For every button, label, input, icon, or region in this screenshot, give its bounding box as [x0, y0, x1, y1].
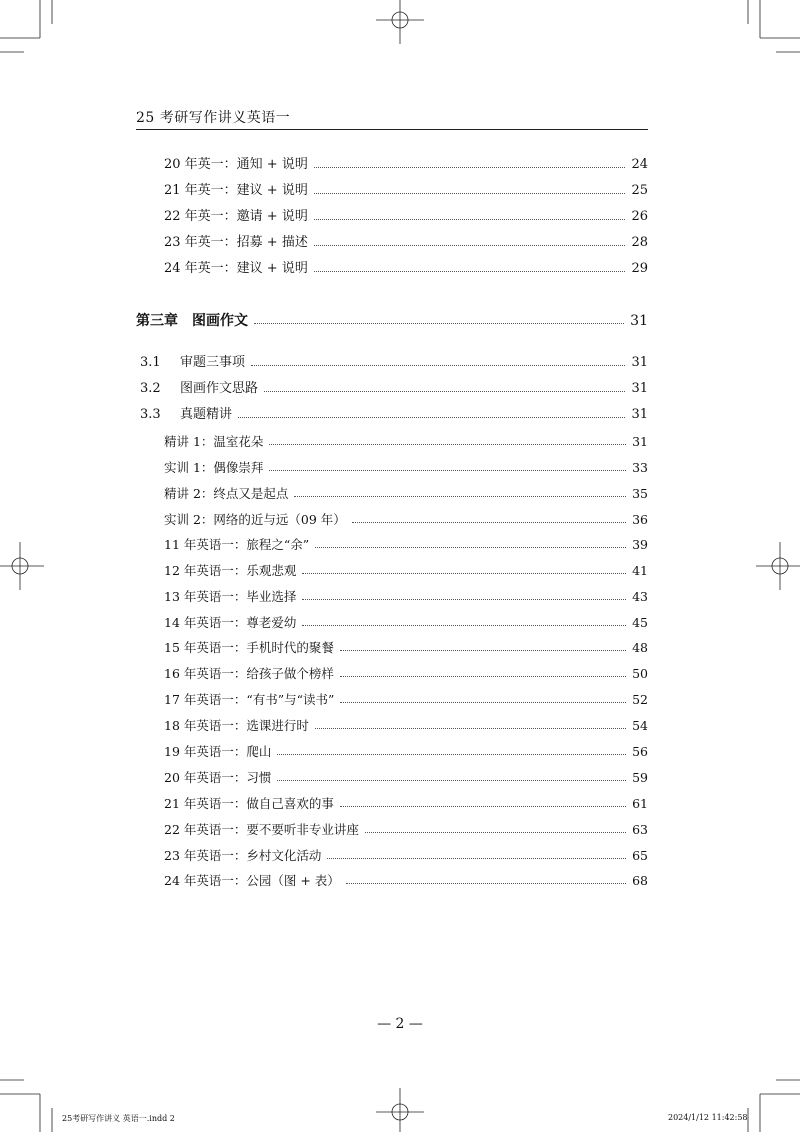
toc-item-page: 56 [632, 744, 648, 759]
toc-item-entry[interactable] [164, 638, 648, 658]
toc-entry-label: 24 年英一：建议 + 说明 [164, 261, 308, 276]
dot-leader [254, 322, 624, 324]
toc-entry[interactable] [164, 207, 648, 227]
dot-leader [340, 805, 626, 807]
dot-leader [302, 624, 626, 626]
dot-leader [269, 469, 626, 471]
toc-entry-label: 21 年英一：建议 + 说明 [164, 183, 308, 198]
toc-item-entry[interactable] [164, 664, 648, 684]
toc-item-entry[interactable] [164, 820, 648, 840]
toc-section-entry[interactable] [140, 379, 648, 399]
dot-leader [294, 495, 626, 497]
toc-item-page: 39 [632, 537, 648, 552]
toc-entry-label: 22 年英一：邀请 + 说明 [164, 209, 308, 224]
toc-item-page: 35 [632, 486, 648, 501]
running-header-title: 25 考研写作讲义英语一 [136, 110, 291, 126]
section-label: 真题精讲 [180, 407, 233, 422]
toc-item-entry[interactable] [164, 535, 648, 555]
toc-item-entry[interactable] [164, 432, 648, 452]
toc-item-label: 12 年英语一：乐观悲观 [164, 563, 297, 578]
toc-item-page: 36 [632, 512, 648, 527]
toc-entry-page: 28 [631, 235, 648, 250]
toc-item-page: 54 [632, 718, 648, 733]
toc-item-page: 31 [632, 434, 648, 449]
toc-entry-page: 26 [631, 209, 648, 224]
toc-item-label: 精讲 1：温室花朵 [164, 434, 264, 449]
toc-item-label: 22 年英语一：要不要听非专业讲座 [164, 822, 359, 837]
section-label: 审题三事项 [180, 355, 246, 370]
toc-item-entry[interactable] [164, 742, 648, 762]
toc-chapter-entry[interactable] [136, 311, 648, 331]
toc-item-entry[interactable] [164, 484, 648, 504]
toc-item-label: 13 年英语一：毕业选择 [164, 589, 297, 604]
toc-item-entry[interactable] [164, 510, 648, 530]
toc-item-entry[interactable] [164, 716, 648, 736]
file-slug: 25考研写作讲义 英语一.indd 2 [62, 1114, 175, 1123]
toc-item-label: 16 年英语一：给孩子做个榜样 [164, 666, 334, 681]
toc-item-label: 17 年英语一：“有书”与“读书” [164, 692, 335, 707]
toc-item-entry[interactable] [164, 846, 648, 866]
toc-entry[interactable] [164, 155, 648, 175]
toc-item-entry[interactable] [164, 768, 648, 788]
toc-item-label: 19 年英语一：爬山 [164, 744, 272, 759]
dot-leader [269, 443, 626, 445]
toc-entry-page: 25 [631, 183, 648, 198]
dot-leader [340, 675, 626, 677]
dot-leader [302, 572, 626, 574]
dot-leader [315, 727, 626, 729]
chapter-title: 第三章 图画作文 [136, 313, 248, 329]
toc-entry-label: 23 年英一：招募 + 描述 [164, 235, 308, 250]
toc-item-label: 23 年英语一：乡村文化活动 [164, 848, 322, 863]
section-number: 3.3 [140, 407, 161, 422]
dot-leader [352, 521, 626, 523]
toc-section-entry[interactable] [140, 405, 648, 425]
toc-item-entry[interactable] [164, 587, 648, 607]
toc-item-entry[interactable] [164, 613, 648, 633]
dot-leader [251, 364, 625, 366]
toc-item-page: 45 [632, 615, 648, 630]
dot-leader [302, 598, 626, 600]
toc-item-page: 52 [632, 692, 648, 707]
dot-leader [238, 416, 625, 418]
toc-entry[interactable] [164, 259, 648, 279]
toc-item-entry[interactable] [164, 561, 648, 581]
dot-leader [315, 546, 626, 548]
toc-item-entry[interactable] [164, 871, 648, 891]
dot-leader [340, 701, 626, 703]
dot-leader [314, 218, 626, 220]
toc-item-entry[interactable] [164, 794, 648, 814]
toc-item-label: 14 年英语一：尊老爱幼 [164, 615, 297, 630]
toc-item-entry[interactable] [164, 458, 648, 478]
dot-leader [264, 390, 625, 392]
toc-entry[interactable] [164, 233, 648, 253]
toc-item-page: 65 [632, 848, 648, 863]
toc-item-page: 48 [632, 640, 648, 655]
toc-entry-page: 29 [631, 261, 648, 276]
dot-leader [340, 649, 626, 651]
toc-item-label: 18 年英语一：选课进行时 [164, 718, 309, 733]
dot-leader [314, 270, 626, 272]
dot-leader [277, 753, 626, 755]
section-number: 3.1 [140, 355, 161, 370]
toc-item-label: 实训 2：网络的近与远（09 年） [164, 512, 346, 527]
toc-item-page: 43 [632, 589, 648, 604]
chapter-page: 31 [630, 313, 648, 329]
toc-item-page: 50 [632, 666, 648, 681]
toc-item-label: 实训 1：偶像崇拜 [164, 460, 264, 475]
section-page: 31 [631, 381, 648, 396]
section-label: 图画作文思路 [180, 381, 259, 396]
page-number: — 2 — [377, 1016, 423, 1032]
section-page: 31 [631, 355, 648, 370]
toc-item-page: 59 [632, 770, 648, 785]
toc-item-page: 68 [632, 873, 648, 888]
toc-item-label: 精讲 2：终点又是起点 [164, 486, 289, 501]
toc-item-page: 33 [632, 460, 648, 475]
toc-entry-page: 24 [631, 157, 648, 172]
toc-item-label: 21 年英语一：做自己喜欢的事 [164, 796, 334, 811]
section-page: 31 [631, 407, 648, 422]
dot-leader [277, 779, 626, 781]
toc-item-label: 24 年英语一：公园（图 + 表） [164, 873, 340, 888]
dot-leader [314, 166, 626, 168]
timestamp-slug: 2024/1/12 11:42:58 [668, 1113, 748, 1122]
toc-item-page: 41 [632, 563, 648, 578]
dot-leader [346, 882, 626, 884]
toc-item-entry[interactable] [164, 690, 648, 710]
toc-entry-label: 20 年英一：通知 + 说明 [164, 157, 308, 172]
toc-section-entry[interactable] [140, 353, 648, 373]
header-rule [136, 129, 648, 130]
dot-leader [365, 831, 626, 833]
toc-item-label: 15 年英语一：手机时代的聚餐 [164, 640, 334, 655]
toc-entry[interactable] [164, 181, 648, 201]
dot-leader [314, 244, 626, 246]
toc-item-label: 20 年英语一：习惯 [164, 770, 272, 785]
dot-leader [314, 192, 626, 194]
section-number: 3.2 [140, 381, 161, 396]
toc-item-label: 11 年英语一：旅程之“余” [164, 537, 310, 552]
dot-leader [327, 857, 626, 859]
toc-item-page: 61 [632, 796, 648, 811]
toc-item-page: 63 [632, 822, 648, 837]
